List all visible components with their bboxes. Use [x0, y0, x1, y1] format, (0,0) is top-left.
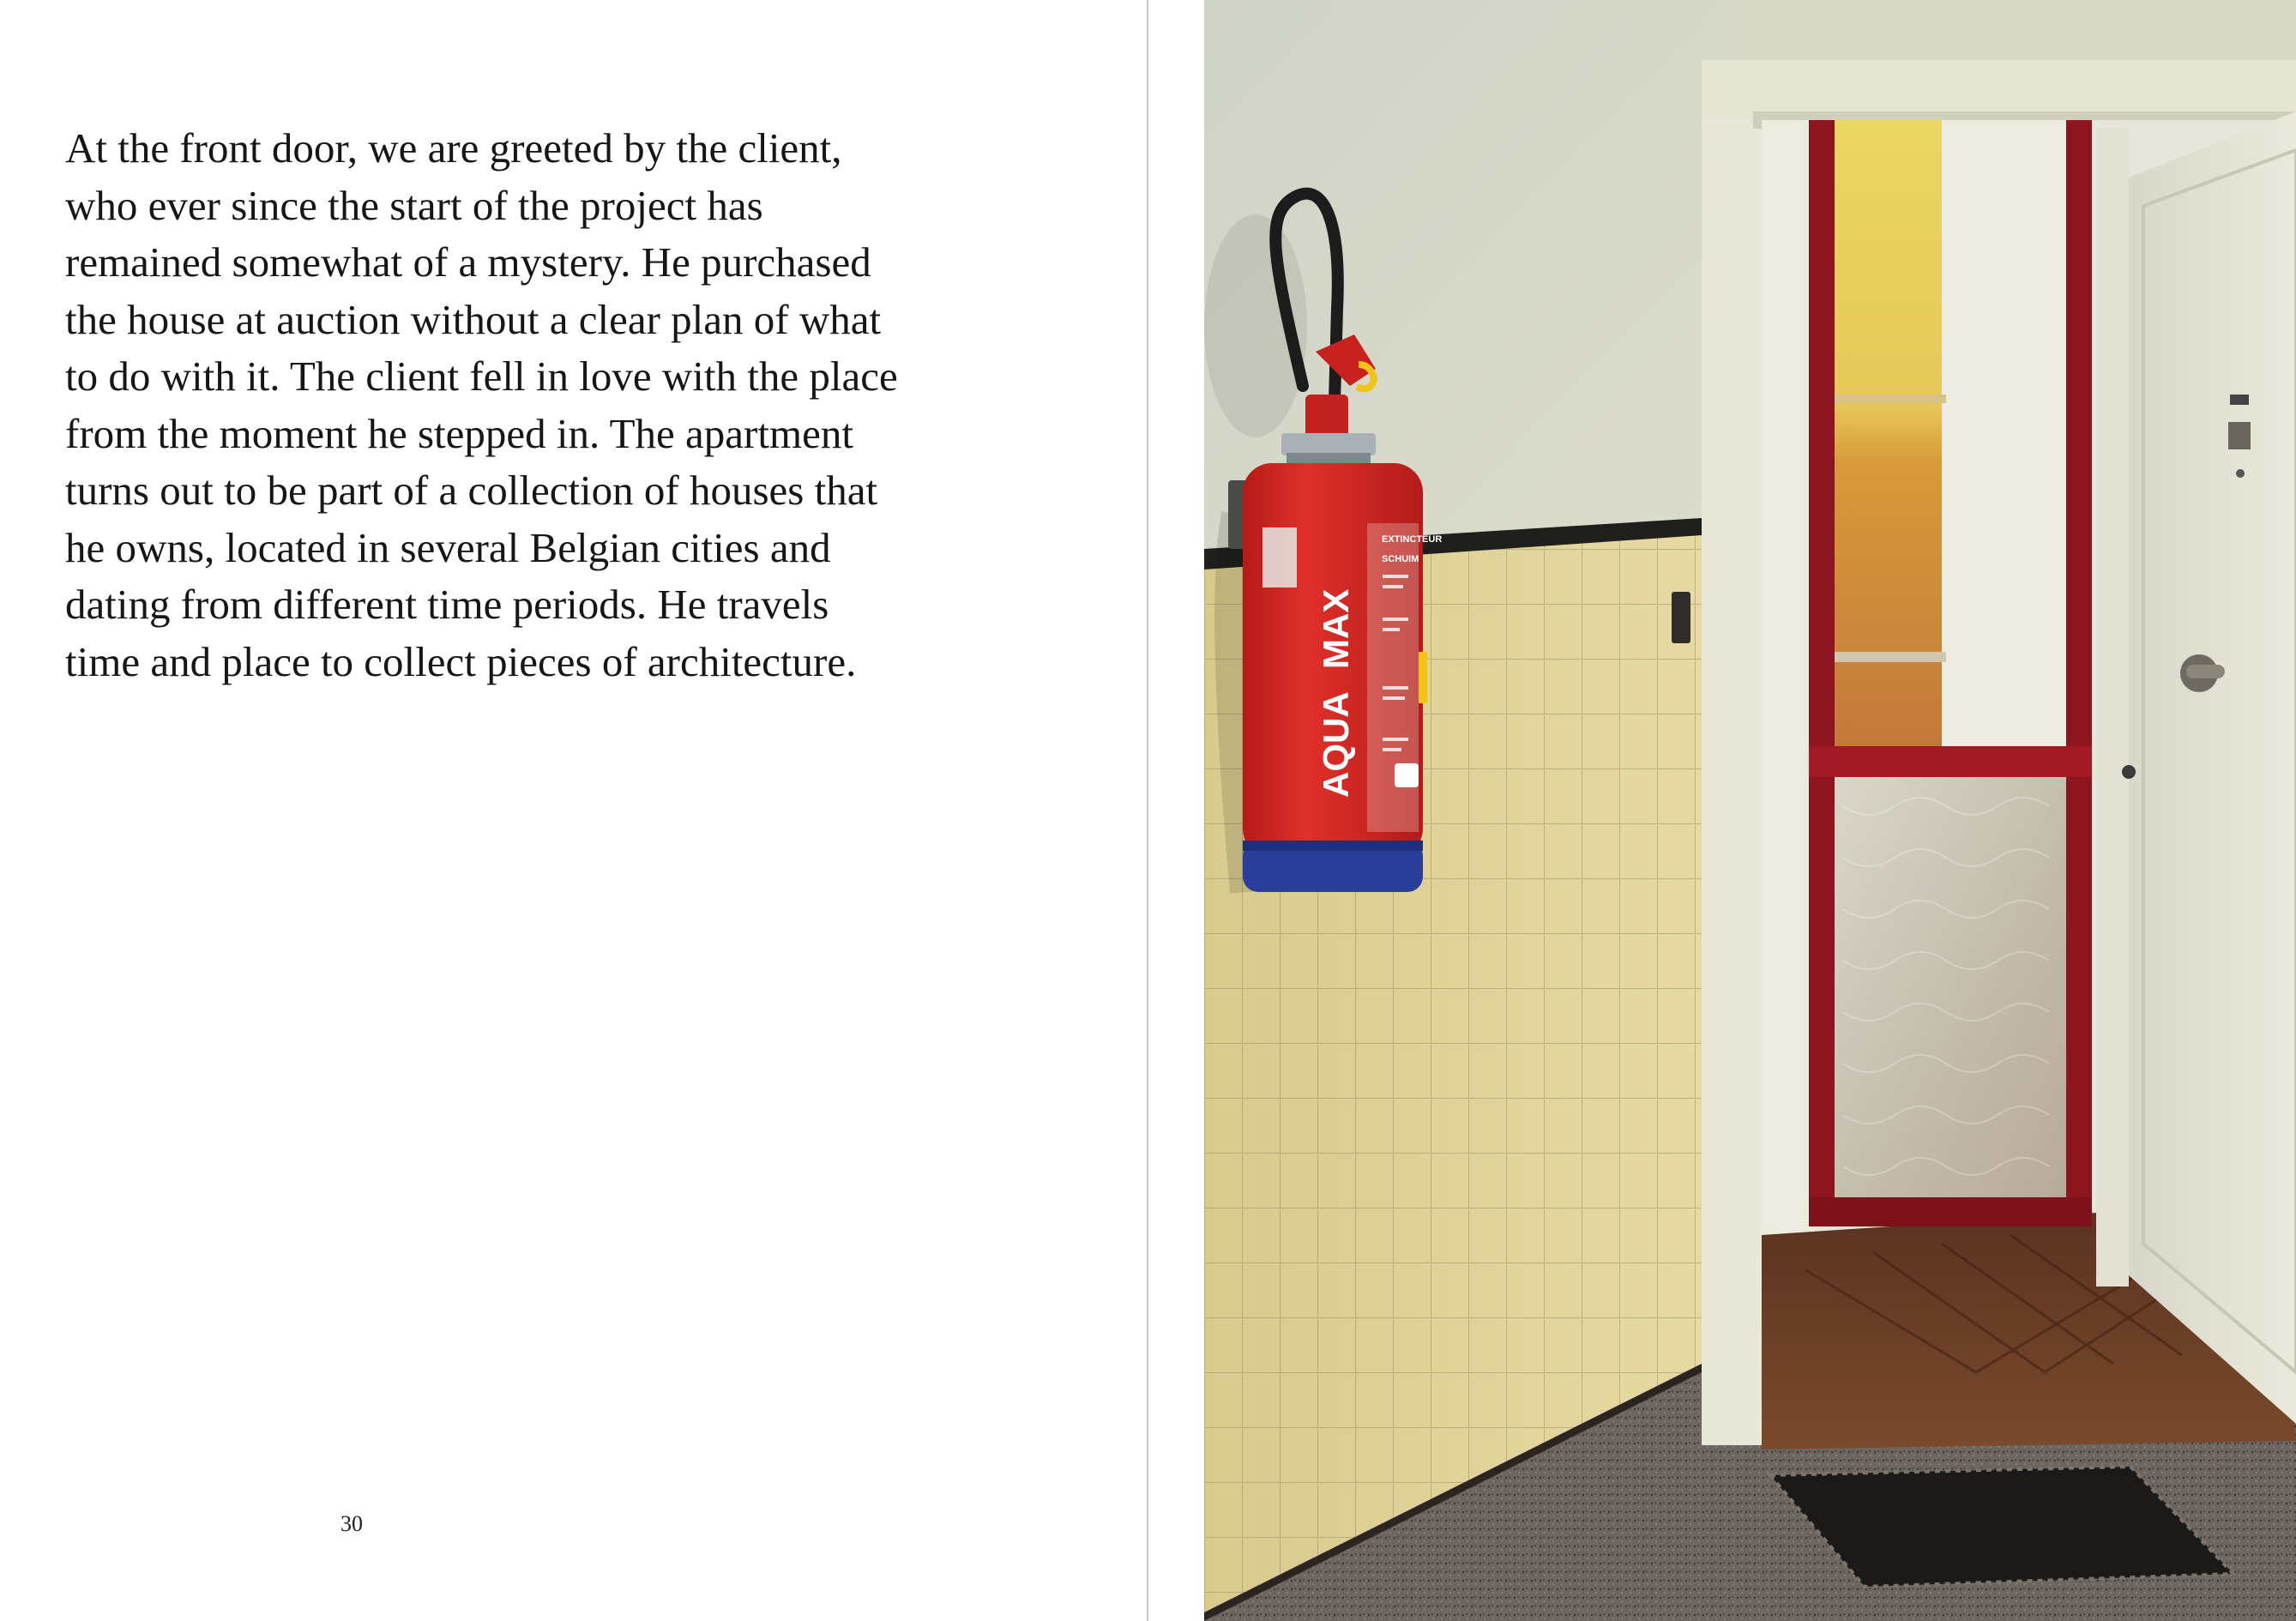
paragraph-line: to do with it. The client fell in love with the place: [65, 353, 898, 400]
paragraph-line: At the front door, we are greeted by the client,: [65, 124, 842, 172]
extinguisher-text-max: MAX: [1316, 588, 1356, 669]
body-paragraph: [65, 120, 1060, 690]
page-number: 30: [340, 1511, 363, 1536]
paragraph-line: dating from different time periods. He travels: [65, 581, 829, 628]
left-page: [0, 0, 1147, 1621]
extinguisher-text-aqua: AQUA: [1316, 691, 1356, 798]
red-glass-door: [1809, 120, 2092, 1226]
paragraph-line: he owns, located in several Belgian cities and: [65, 523, 831, 571]
extinguisher-small-text-2: SCHUIM: [1382, 554, 1419, 564]
open-door-leaf: [2096, 111, 2296, 1424]
extinguisher-small-text-1: EXTINCTEUR: [1382, 534, 1443, 545]
paragraph-line: remained somewhat of a mystery. He purchased: [65, 238, 871, 286]
paragraph-line: from the moment he stepped in. The apartment: [65, 409, 853, 457]
paragraph-line: turns out to be part of a collection of houses that: [65, 467, 878, 514]
paragraph-line: time and place to collect pieces of architecture.: [65, 637, 857, 685]
hallway-photo: [1204, 0, 2296, 1621]
paragraph-line: who ever since the start of the project has: [65, 181, 763, 229]
paragraph-line: the house at auction without a clear plan of what: [65, 295, 882, 343]
gutter-divider: [1147, 0, 1148, 1621]
